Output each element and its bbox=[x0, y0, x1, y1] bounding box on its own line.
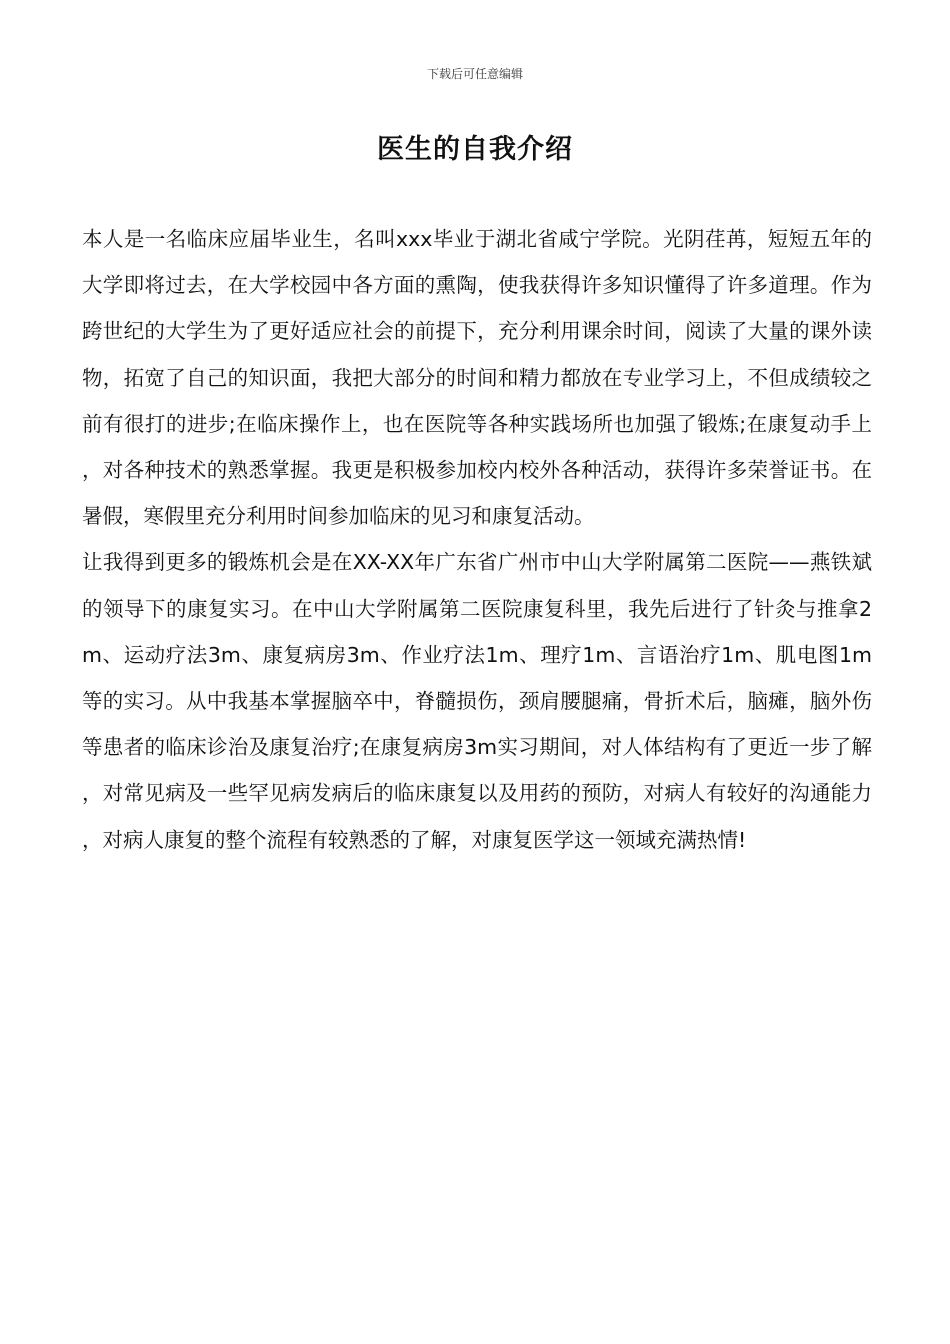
body-paragraph-1: 本人是一名临床应届毕业生，名叫xxx毕业于湖北省咸宁学院。光阴荏苒，短短五年的大学即将过去，在大学校园中各方面的熏陶，使我获得许多知识懂得了许多道理。作为跨世纪的大学生为了更好适应社会的前提下，充分利用课余时间，阅读了大量的课外读物，拓宽了自己的知识面，我把大部分的时间和精力都放在专业学习上，不但成绩较之前有很打的进步;在临床操作上，也在医院等各种实践场所也加强了锻炼;在康复动手上，对各种技术的熟悉掌握。我更是积极参加校内校外各种活动，获得许多荣誉证书。在暑假，寒假里充分利用时间参加临床的见习和康复活动。 bbox=[82, 227, 872, 529]
document-body bbox=[82, 216, 872, 863]
header-note: 下载后可任意编辑 bbox=[426, 67, 523, 81]
document-title: 医生的自我介绍 bbox=[377, 134, 573, 165]
body-paragraph-2: 让我得到更多的锻炼机会是在XX-XX年广东省广州市中山大学附属第二医院——燕铁斌的领导下的康复实习。在中山大学附属第二医院康复科里，我先后进行了针灸与推拿2m、运动疗法3m、康复病房3m、作业疗法1m、理疗1m、言语治疗1m、肌电图1m等的实习。从中我基本掌握脑卒中，脊髓损伤，颈肩腰腿痛，骨折术后，脑瘫，脑外伤等患者的临床诊治及康复治疗;在康复病房3m实习期间，对人体结构有了更近一步了解，对常见病及一些罕见病发病后的临床康复以及用药的预防，对病人有较好的沟通能力，对病人康复的整个流程有较熟悉的了解，对康复医学这一领域充满热情! bbox=[82, 550, 872, 852]
